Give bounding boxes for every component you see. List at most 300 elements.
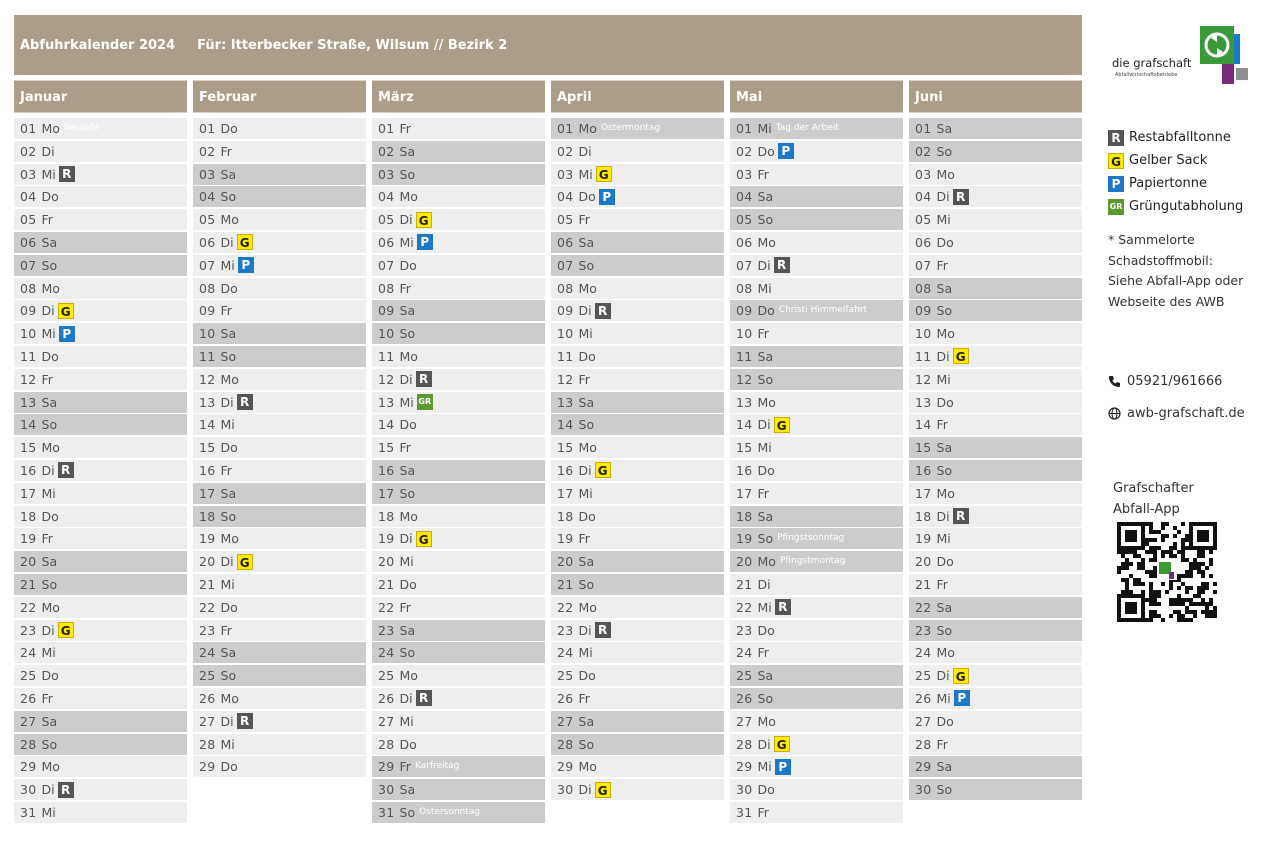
day-row [730,255,903,276]
day-number: 09 [557,303,574,319]
day-number: 05 [736,212,753,228]
day-number: 22 [557,599,574,615]
day-row [551,209,724,230]
day-row [14,437,187,458]
day-row [551,597,724,618]
day-number: 20 [199,554,216,570]
gelber-sack-icon: G [237,234,253,250]
day-number: 21 [915,576,932,592]
day-number: 01 [915,121,932,136]
day-row [193,620,366,641]
day-number: 12 [915,371,932,387]
day-number: 21 [20,576,37,592]
weekday: So [757,212,774,228]
gelber-sack-icon: G [237,554,253,570]
day-row [730,711,903,732]
day-row [372,232,545,253]
day-number: 23 [20,622,37,638]
weekday: Sa [936,121,953,136]
weekday: Di [936,348,950,364]
day-number: 28 [20,736,37,752]
weekday: Do [41,189,59,205]
day-row [372,506,545,527]
day-number: 28 [378,736,395,752]
weekday: So [757,371,774,387]
holiday-label: Karfreitag [414,761,460,772]
weekday: Sa [757,189,774,205]
day-row [14,278,187,299]
weekday: Do [936,713,954,729]
day-number: 28 [736,736,753,752]
weekday: Mo [399,668,418,684]
day-row [909,437,1082,458]
day-row [14,460,187,481]
month-column [372,80,545,825]
weekday: Mi [578,485,593,501]
day-row [193,141,366,162]
day-row [909,483,1082,504]
weekday: Sa [578,554,595,570]
qr-code-icon[interactable] [1117,522,1217,622]
day-number: 15 [378,440,395,456]
day-number: 03 [199,166,216,182]
weekday: So [578,576,595,592]
day-row [730,756,903,777]
day-row [909,323,1082,344]
globe-icon [1108,407,1121,420]
day-number: 15 [199,440,216,456]
weekday: Mo [399,189,418,205]
day-row [730,574,903,595]
day-row [14,414,187,435]
gelber-sack-icon: G [416,531,432,547]
weekday: So [936,303,953,319]
day-row [909,460,1082,481]
day-row [372,711,545,732]
restabfall-icon: R [58,462,74,478]
weekday: Fr [936,576,948,592]
awb-logo [1112,26,1252,88]
weekday: Mi [399,713,414,729]
weekday: Di [399,690,413,706]
weekday: Mo [757,554,776,570]
day-number: 01 [557,121,574,136]
day-number: 13 [199,394,216,410]
weekday: Do [220,121,238,136]
weekday: Mo [578,280,597,296]
day-number: 25 [199,668,216,684]
day-row [909,620,1082,641]
month-column [730,80,903,825]
weekday: Mo [936,326,955,342]
weekday: Sa [757,348,774,364]
day-number: 02 [378,143,395,159]
website-link[interactable]: awb-grafschaft.de [1127,406,1245,421]
day-number: 08 [557,280,574,296]
day-row [372,186,545,207]
weekday: Mo [220,531,239,547]
gelber-sack-icon: G [953,348,969,364]
day-number: 04 [378,189,395,205]
weekday: Fr [220,303,232,319]
day-number: 23 [199,622,216,638]
day-number: 19 [557,531,574,547]
day-number: 17 [20,485,37,501]
day-row [193,300,366,321]
papiertonne-icon: P [1108,176,1124,192]
day-number: 04 [736,189,753,205]
weekday: Do [220,280,238,296]
legend [1108,126,1243,218]
day-row [909,232,1082,253]
restabfall-icon: R [595,303,611,319]
day-number: 05 [20,212,37,228]
weekday: So [578,736,595,752]
weekday: Mo [220,371,239,387]
day-number: 02 [20,143,37,159]
weekday: So [757,690,774,706]
weekday: Do [399,417,417,433]
weekday: Di [399,371,413,387]
weekday: Mi [578,645,593,661]
day-number: 08 [915,280,932,296]
day-row [193,665,366,686]
day-row [730,141,903,162]
logo-subtitle: Abfallwirtschaftsbetriebe [1115,72,1178,78]
weekday: Di [757,576,771,592]
weekday: Sa [936,599,953,615]
day-number: 19 [915,531,932,547]
day-row [372,528,545,549]
weekday: Mo [220,690,239,706]
weekday: Mi [41,804,56,820]
weekday: Sa [936,280,953,296]
legend-label: Restabfalltonne [1129,130,1231,145]
weekday: Di [936,668,950,684]
day-number: 07 [557,257,574,273]
day-row [14,255,187,276]
weekday: Do [399,576,417,592]
day-row [372,756,545,777]
month-header: Januar [14,80,187,113]
weekday: Mo [757,394,776,410]
day-row [193,255,366,276]
day-row [193,437,366,458]
day-number: 21 [378,576,395,592]
weekday: Mi [578,326,593,342]
day-row [14,483,187,504]
day-number: 19 [736,531,753,547]
day-number: 21 [199,576,216,592]
month-column [909,80,1082,825]
weekday: So [936,782,953,798]
weekday: Mi [757,121,772,136]
day-number: 12 [736,371,753,387]
day-number: 25 [736,668,753,684]
day-number: 22 [736,599,753,615]
day-row [909,506,1082,527]
day-row [730,232,903,253]
day-number: 16 [378,462,395,478]
day-number: 19 [199,531,216,547]
phone-contact [1108,374,1222,389]
day-row [372,118,545,139]
day-number: 08 [736,280,753,296]
weekday: Mo [757,234,776,250]
weekday: Di [41,622,55,638]
day-number: 04 [20,189,37,205]
day-number: 17 [199,485,216,501]
day-row [14,688,187,709]
day-row [730,164,903,185]
restabfall-icon: R [59,166,75,182]
day-number: 23 [736,622,753,638]
weekday: So [220,189,237,205]
day-row [909,779,1082,800]
day-number: 24 [378,645,395,661]
day-number: 08 [199,280,216,296]
day-number: 18 [736,508,753,524]
day-number: 15 [557,440,574,456]
day-number: 26 [915,690,932,706]
day-row [730,779,903,800]
day-number: 10 [915,326,932,342]
day-number: 30 [915,782,932,798]
gelber-sack-icon: G [58,303,74,319]
day-number: 11 [20,348,37,364]
weekday: Sa [399,462,416,478]
day-row [372,323,545,344]
day-number: 25 [20,668,37,684]
day-row [193,369,366,390]
weekday: Di [757,417,771,433]
holiday-label: Neujahr [63,123,100,133]
day-row [909,414,1082,435]
weekday: So [936,622,953,638]
day-number: 10 [557,326,574,342]
day-number: 07 [199,257,216,273]
app-title [1113,478,1223,520]
weekday: Fr [399,121,411,136]
day-number: 23 [557,622,574,638]
weekday: Do [399,257,417,273]
restabfall-icon: R [237,394,253,410]
weekday: Di [41,782,55,798]
day-row [909,118,1082,139]
phone-icon [1108,375,1121,388]
weekday: Di [578,143,592,159]
day-number: 02 [557,143,574,159]
app-title-line: Grafschafter [1113,481,1194,496]
day-row [909,711,1082,732]
day-row [551,779,724,800]
day-row [14,300,187,321]
legend-item [1108,126,1243,149]
day-row [551,118,724,139]
day-number: 20 [20,554,37,570]
day-row [14,802,187,823]
weekday: Di [399,212,413,228]
day-row [193,734,366,755]
day-number: 22 [20,599,37,615]
papiertonne-icon: P [778,143,794,159]
weekday: Do [220,759,238,775]
day-number: 06 [736,234,753,250]
weekday: Fr [220,622,232,638]
day-number: 16 [199,462,216,478]
gruengut-icon: GR [1108,199,1124,215]
day-number: 23 [378,622,395,638]
weekday: Mi [757,440,772,456]
day-number: 10 [20,326,37,342]
day-number: 15 [915,440,932,456]
day-number: 09 [378,303,395,319]
day-row [193,551,366,572]
weekday: So [399,485,416,501]
papiertonne-icon: P [954,690,970,706]
weekday: Sa [399,143,416,159]
day-number: 21 [557,576,574,592]
day-row [193,323,366,344]
day-row [372,779,545,800]
day-number: 05 [915,212,932,228]
month-column [551,80,724,825]
weekday: Do [757,462,775,478]
day-number: 24 [736,645,753,661]
day-number: 26 [378,690,395,706]
holiday-label: Tag der Arbeit [775,123,839,133]
day-row [193,756,366,777]
day-number: 10 [378,326,395,342]
day-number: 10 [199,326,216,342]
weekday: So [578,417,595,433]
weekday: Do [578,508,596,524]
day-number: 15 [736,440,753,456]
day-row [193,278,366,299]
day-row [193,528,366,549]
weekday: Do [578,668,596,684]
day-number: 12 [199,371,216,387]
day-row [193,209,366,230]
day-row [551,734,724,755]
legend-label: Gelber Sack [1129,153,1208,168]
day-number: 18 [378,508,395,524]
day-row [551,483,724,504]
day-row [372,688,545,709]
day-row [909,597,1082,618]
day-row [14,392,187,413]
day-row [14,369,187,390]
restabfall-icon: R [1108,130,1124,146]
day-number: 28 [915,736,932,752]
weekday: So [936,462,953,478]
day-number: 18 [915,508,932,524]
weekday: Sa [220,326,237,342]
day-row [193,642,366,663]
weekday: Do [41,668,59,684]
day-row [14,528,187,549]
weekday: Di [41,462,55,478]
day-row [730,209,903,230]
weekday: Do [757,622,775,638]
weekday: Fr [220,143,232,159]
weekday: Sa [757,508,774,524]
day-row [14,323,187,344]
day-row [14,734,187,755]
day-number: 09 [199,303,216,319]
day-number: 20 [557,554,574,570]
weekday: Di [41,303,55,319]
day-number: 27 [557,713,574,729]
restabfall-icon: R [237,713,253,729]
day-row [730,300,903,321]
restabfall-icon: R [953,508,969,524]
weekday: Fr [936,257,948,273]
day-row [193,711,366,732]
day-number: 20 [915,554,932,570]
day-number: 29 [378,759,395,775]
day-number: 31 [20,804,37,820]
calendar-grid [14,80,1088,825]
restabfall-icon: R [58,782,74,798]
day-row [909,756,1082,777]
day-number: 30 [736,782,753,798]
holiday-label: Pfingstsonntag [777,533,845,544]
weekday: Mi [757,759,772,775]
weekday: Mi [220,417,235,433]
day-number: 28 [557,736,574,752]
weekday: Do [757,782,775,798]
weekday: Di [578,782,592,798]
day-row [372,551,545,572]
day-row [14,164,187,185]
day-row [14,506,187,527]
day-row [372,483,545,504]
weekday: Sa [578,394,595,410]
day-row [372,278,545,299]
day-number: 16 [915,462,932,478]
weekday: Di [41,143,55,159]
day-row [551,551,724,572]
weekday: Mo [578,121,597,136]
weekday: So [220,348,237,364]
day-number: 26 [557,690,574,706]
day-number: 31 [378,804,395,820]
holiday-label: Christi Himmelfahrt [778,305,868,316]
day-number: 01 [378,121,395,136]
day-row [730,734,903,755]
day-number: 01 [20,121,37,136]
day-number: 01 [199,121,216,136]
day-number: 23 [915,622,932,638]
day-row [551,186,724,207]
day-number: 22 [915,599,932,615]
day-number: 01 [736,121,753,136]
weekday: Do [936,554,954,570]
gelber-sack-icon: G [774,417,790,433]
day-row [909,186,1082,207]
recycle-logo-icon [1198,26,1252,86]
day-number: 09 [736,303,753,319]
day-row [551,665,724,686]
day-row [14,232,187,253]
restabfall-icon: R [416,690,432,706]
day-row [909,164,1082,185]
day-number: 11 [378,348,395,364]
calendar-header [14,15,1082,75]
weekday: Di [936,189,950,205]
day-row [372,802,545,823]
